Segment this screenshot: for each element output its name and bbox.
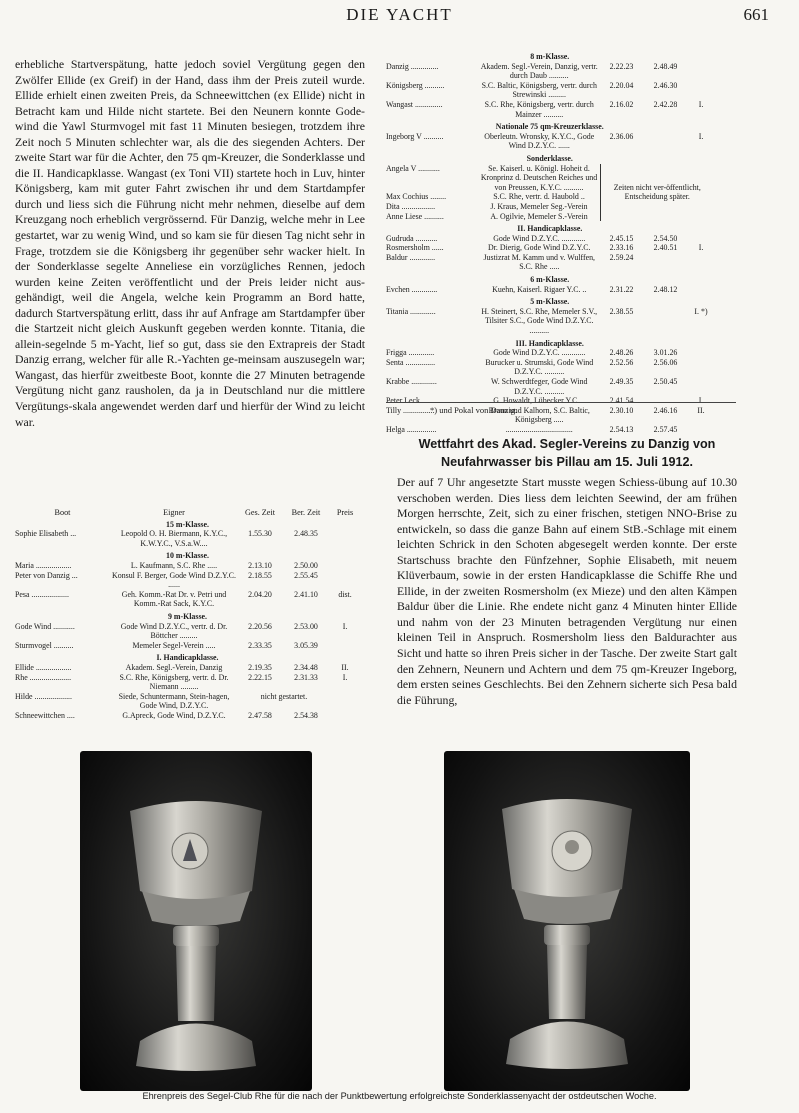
owner-name: Gode Wind D.Z.Y.C. ............ xyxy=(493,348,586,358)
boat-name: Peter von Danzig ... xyxy=(15,570,78,580)
total-time: 2.41.54 xyxy=(609,396,634,406)
prize: I. *) xyxy=(694,306,708,316)
figure-caption: Ehrenpreis des Segel-Club Rhe für die nach der Punktbewertung erfolgreichste Sonderklassenyacht der ostdeutschen Woche. xyxy=(142,1091,657,1101)
result-row xyxy=(15,571,360,590)
owner-name: A. Ogilvie, Memeler S.-Verein xyxy=(490,211,588,221)
column-header-ber-zeit: Ber. Zeit xyxy=(291,508,321,517)
trophy-photo-left xyxy=(80,751,312,1091)
prize: dist. xyxy=(338,589,352,599)
boat-name: Rhe ..................... xyxy=(15,672,72,682)
corrected-time: 2.55.45 xyxy=(294,570,318,580)
article-title: Wettfahrt des Akad. Segler-Vereins zu Danzig von Neufahrwasser bis Pillau am 15. Juli 1912. xyxy=(418,437,716,469)
owner-name: .................................. xyxy=(505,424,573,434)
corrected-time: 2.54.38 xyxy=(294,710,318,720)
corrected-time: 3.05.39 xyxy=(294,640,318,650)
class-section-heading xyxy=(15,650,360,663)
prize xyxy=(689,234,714,244)
table-header-row xyxy=(15,508,360,520)
owner-name: H. Steinert, S.C. Rhe, Memeler S.V., Tilsiter S.C., Gode Wind D.Z.Y.C. .......... xyxy=(481,306,598,336)
prize xyxy=(330,692,360,711)
result-row xyxy=(386,307,714,336)
boat-name: Senta ............... xyxy=(386,357,436,367)
total-time: 2.22.15 xyxy=(248,672,272,682)
owner-name: Justizrat M. Kamm und v. Wulffen, S.C. Rhe ..... xyxy=(483,252,596,272)
section-title: III. Handicapklasse. xyxy=(515,338,584,348)
result-row xyxy=(386,81,714,100)
result-row xyxy=(386,377,714,396)
class-section-heading xyxy=(386,336,714,349)
boat-name: Tilly ................ xyxy=(386,405,435,415)
owner-name: Gode Wind D.Z.Y.C., vertr. d. Dr. Böttcher ......... xyxy=(120,621,228,641)
result-row xyxy=(386,285,714,295)
result-row xyxy=(386,132,714,151)
boat-name: Evchen ............. xyxy=(386,284,438,294)
section-title: I. Handicapklasse. xyxy=(156,653,219,663)
owner-name: S.C. Rhe, Königsberg, vertr. durch Mainzer .......... xyxy=(484,99,594,119)
result-row xyxy=(15,663,360,673)
result-row xyxy=(15,641,360,651)
result-row xyxy=(386,243,714,253)
boat-name: Rosmersholm ...... xyxy=(386,243,444,253)
trophy-cup-illustration xyxy=(444,751,690,1091)
total-time: 2.38.55 xyxy=(609,306,634,316)
page-number: 661 xyxy=(743,5,769,24)
section-title: 5 m-Klasse. xyxy=(530,297,570,307)
corrected-time xyxy=(643,396,689,406)
boat-name: Hilde ................... xyxy=(15,691,72,701)
owner-name: Braun und Kalhorn, S.C. Baltic, Königsberg ..... xyxy=(488,405,590,425)
owner-name: Gode Wind D.Z.Y.C. ............ xyxy=(493,233,586,243)
boat-name: Danzig .............. xyxy=(386,61,439,71)
result-row xyxy=(15,561,360,571)
boat-name: Gudruda ........... xyxy=(386,233,438,243)
boat-name: Sophie Elisabeth ... xyxy=(15,529,77,539)
prize: I. xyxy=(698,396,704,406)
boat-name: Ellide .................. xyxy=(15,662,72,672)
boat-name: Helga ............... xyxy=(386,424,437,434)
total-time: 2.33.16 xyxy=(609,243,634,253)
corrected-time xyxy=(643,253,689,272)
owner-name: Akadem. Segl.-Verein, Danzig, vertr. durch Daub .......... xyxy=(480,61,598,81)
column-header-ges-zeit: Ges. Zeit xyxy=(244,508,275,517)
corrected-time: 2.46.16 xyxy=(653,405,678,415)
owner-name: L. Kaufmann, S.C. Rhe ..... xyxy=(130,560,218,570)
boat-name: Titania ............. xyxy=(386,306,436,316)
boat-name: Pesa ................... xyxy=(15,589,69,599)
total-time: 2.16.02 xyxy=(609,99,634,109)
section-title: Nationale 75 qm-Kreuzerklasse. xyxy=(495,122,604,132)
result-row xyxy=(386,358,714,377)
total-time: 2.18.55 xyxy=(248,570,272,580)
owner-name: Konsul F. Berger, Gode Wind D.Z.Y.C. ...... xyxy=(112,570,236,590)
corrected-time: 2.34.48 xyxy=(294,662,318,672)
result-row xyxy=(386,348,714,358)
prize: II. xyxy=(697,405,705,415)
boat-name: Baldur ............. xyxy=(386,252,436,262)
prize: I. xyxy=(698,243,704,253)
class-section-heading xyxy=(386,151,714,164)
owner-name: G.Apreck, Gode Wind, D.Z.Y.C. xyxy=(122,710,226,720)
result-row xyxy=(15,692,360,711)
owner-name: S.C. Rhe, vertr. d. Haubold .. xyxy=(493,192,585,202)
prize xyxy=(689,425,714,435)
corrected-time: 2.57.45 xyxy=(653,424,678,434)
corrected-time: 2.48.12 xyxy=(653,284,678,294)
corrected-time: 2.50.45 xyxy=(653,377,678,386)
class-section-heading xyxy=(15,548,360,561)
prize: II. xyxy=(341,662,349,672)
boat-name: Sturmvogel .......... xyxy=(15,640,74,650)
total-time: 2.45.15 xyxy=(609,233,634,243)
total-time: 2.20.04 xyxy=(609,80,634,90)
owner-name: Burucker u. Strumski, Gode Wind D.Z.Y.C. .......... xyxy=(485,357,594,377)
prize: I. xyxy=(342,621,348,631)
corrected-time: 2.31.33 xyxy=(294,672,318,682)
total-time: 2.13.10 xyxy=(248,560,272,570)
table-footnote: *) und Pokal von Danzig. xyxy=(430,405,518,415)
section-title: II. Handicapklasse. xyxy=(517,224,583,234)
total-time: 2.49.35 xyxy=(609,377,634,386)
result-row xyxy=(15,590,360,609)
corrected-time: 2.46.30 xyxy=(653,80,678,90)
prize xyxy=(689,285,714,295)
total-time: nicht gestartet. xyxy=(260,691,308,701)
prize xyxy=(689,253,714,272)
section-title: 6 m-Klasse. xyxy=(530,275,570,285)
corrected-time xyxy=(643,132,689,151)
boat-name: Angela V ........... xyxy=(386,163,440,173)
owner-name: Memeler Segel-Verein ..... xyxy=(132,640,216,650)
prize xyxy=(689,81,714,100)
total-time: 2.20.56 xyxy=(248,621,272,631)
trophy-cup-illustration xyxy=(80,751,312,1091)
section-title: Sonderklasse. xyxy=(526,153,573,163)
corrected-time: 2.48.49 xyxy=(653,61,678,71)
result-row xyxy=(15,622,360,641)
section-title: 10 m-Klasse. xyxy=(166,551,209,561)
owner-name: J. Kraus, Memeler Seg.-Verein xyxy=(490,201,588,211)
prize xyxy=(689,348,714,358)
magazine-title: DIE YACHT xyxy=(346,5,453,24)
class-section-heading xyxy=(386,52,714,62)
boat-name: Peter Leck ......... xyxy=(386,396,440,406)
result-row xyxy=(386,234,714,244)
prize xyxy=(689,62,714,81)
section-note: Zeiten nicht ver-öffentlicht, Entscheidung später. xyxy=(601,164,714,222)
trophy-photo-right xyxy=(444,751,690,1091)
owner-name: W. Schwerdtfeger, Gode Wind D.Z.Y.C. .......... xyxy=(491,377,588,396)
boat-name: Anne Liese .......... xyxy=(386,211,444,221)
left-column-paragraph: erhebliche Startverspätung, hatte jedoch soviel Vergütung gegen den Zwölfer Ellide (ex Greif) in der Hand, dass ihm der Preis zuteil wurde. Ellide erhielt einen zweiten Preis, da Schneewittchen (ex Ellide) nicht in Betracht kam und Hilde nicht startete. Bei den Neunern konnte Gode-wind die Yawl Sturmvogel mit fast 11 Minuten besiegen, trotzdem ihre Zeit noch 5 Minuten schlechter war, als die des siegenden Achters. Der zweite Start war für die Achter, den 75 qm-Kreuzer, die Sonderklasse und die II. Handicapklasse. Wangast (ex Toni VII) startete hoch in Luv, hinter Königsberg, kam mit guter Fahrt zwischen ihr und dem Startdampfer durch und liess sich die Führung nicht mehr nehmen, dieselbe auf dem Kreuzgang noch erheblich vergrössernd. Für Danzig, welche mehr in Lee gestartet, war zu wenig Wind, und so kam sie für diesen Tag nicht sehr in Frage, trotzdem sie die Königsberg ihr gegenüber sehr wacker hielt. In der Sonderklasse segelte Anneliese ein vorzügliches Rennen, jedoch wurden keine Zeiten veröffentlicht und der Preis leider nicht aus-gehändigt, weil die Angela, welche kein Programm an Bord hatte, dadurch Startverspätung erlitt, dass ihr auf Anfrage am Startdampfer über die Startzeit nicht gleich Auskunft gegeben werden konnte. Titania, die allein-segelnde 5 m-Yacht, lief so gut, dass sie den Extrapreis der Stadt Danzig errang, welcher für alle R.-Yachten ge-meinsam auszusegeln war; Wangast, das hierfür zweitbeste Boot, konnte die 27 Minuten betragende Vergütung nicht ganz rausholen, da ja in Deutschland nur die mittlere Vergütungs-skala angewendet werden darf und hierfür der Wind zu leicht war. xyxy=(15,57,365,429)
right-results-table xyxy=(386,52,736,435)
owner-name: Geh. Komm.-Rat Dr. v. Petri und Komm.-Rat Sack, K.Y.C. xyxy=(121,589,227,609)
prize: I. xyxy=(342,672,348,682)
corrected-time: 2.56.06 xyxy=(653,357,678,367)
footnote-divider xyxy=(386,402,736,403)
result-row xyxy=(386,100,714,119)
prize: I. xyxy=(698,131,704,141)
total-time: 2.59.24 xyxy=(609,252,634,262)
class-section-heading xyxy=(386,119,714,132)
total-time: 2.36.06 xyxy=(609,131,634,141)
total-time: 2.33.35 xyxy=(248,640,272,650)
corrected-time: 2.48.35 xyxy=(294,529,318,539)
total-time: 2.47.58 xyxy=(248,710,272,720)
prize xyxy=(330,571,360,590)
total-time: 2.30.10 xyxy=(609,405,634,415)
total-time: 2.22.23 xyxy=(609,61,634,71)
boat-name: Gode Wind ........... xyxy=(15,621,75,631)
total-time: 2.31.22 xyxy=(609,284,634,294)
section-title: 9 m-Klasse. xyxy=(167,611,207,621)
result-row xyxy=(386,425,714,435)
corrected-time: 3.01.26 xyxy=(653,348,678,358)
boat-name: Frigga ............. xyxy=(386,348,435,358)
class-section-heading xyxy=(15,609,360,622)
owner-name: Dr. Dierig, Gode Wind D.Z.Y.C. xyxy=(488,243,591,253)
corrected-time: 2.42.28 xyxy=(653,99,678,109)
boat-name: Maria .................. xyxy=(15,560,72,570)
result-row xyxy=(386,164,714,193)
corrected-time: 2.54.50 xyxy=(653,233,678,243)
result-row xyxy=(15,673,360,692)
class-section-heading xyxy=(386,272,714,285)
left-results-table xyxy=(15,508,365,720)
owner-name: Siede, Schuntermann, Stein-hagen, Gode Wind, D.Z.Y.C. xyxy=(118,691,230,711)
corrected-time: 2.50.00 xyxy=(294,560,318,570)
class-section-heading xyxy=(15,520,360,530)
corrected-time xyxy=(643,307,689,336)
total-time: 2.54.13 xyxy=(609,424,634,434)
boat-name: Schneewittchen .... xyxy=(15,710,75,720)
section-title: 15 m-Klasse. xyxy=(166,519,209,529)
result-row xyxy=(15,529,360,548)
class-section-heading xyxy=(386,294,714,307)
column-header-eigner: Eigner xyxy=(163,508,185,517)
boat-name: Dita ................. xyxy=(386,201,436,211)
prize xyxy=(330,529,360,548)
total-time: 2.52.56 xyxy=(609,357,634,367)
prize xyxy=(330,711,360,721)
boat-name: Ingeborg V .......... xyxy=(386,131,444,141)
result-row xyxy=(15,711,360,721)
owner-name: Oberleutn. Wronsky, K.Y.C., Gode Wind D.Z.Y.C. ...... xyxy=(484,131,595,151)
prize: I. xyxy=(698,99,704,109)
column-header-boot: Boot xyxy=(54,508,71,517)
total-time: 1.55.30 xyxy=(248,529,272,539)
owner-name: G. Howaldt, Lübecker Y.C. .. xyxy=(493,396,586,406)
prize xyxy=(689,377,714,396)
corrected-time: 2.41.10 xyxy=(294,589,318,599)
section-title: 8 m-Klasse. xyxy=(530,52,570,61)
owner-name: S.C. Baltic, Königsberg, vertr. durch Strewinski ......... xyxy=(481,80,597,100)
corrected-time: 2.40.51 xyxy=(653,243,678,253)
prize xyxy=(689,358,714,377)
article-body: Der auf 7 Uhr angesetzte Start musste wegen Schiess-übung auf 10.30 verschoben werden. Dies liess dem leichten Seewind, der am frühen Morgen herrschte, Zeit, sich zu einer frischen, stetigen NNO-Brise zu entwickeln, so dass die ganze Bahn auf einem StB.-Schlage mit einem leichten Schrick in den Schoten abgesegelt werden konnte. Der erste Startschuss brachte den Fünfzehner, Sophie Elisabeth, mit neuem Klüverbaum, sowie in der ersten Handicapklasse die Schiffe Rhe und Ellide, in der zweiten Rosmersholm (ex Mieze) und den alten Kämpen Baldur über die Linie. Rhe endete nicht ganz 4 Minuten hinter Ellide und nahm von der 23 Minuten betragenden Vergütung nur einen kleinen Teil in Anspruch. Rosmersholm liess den Baldurachter aus Sicht und hatte so ihren Preis sicher in der Tasche. Der zweite Start galt den Zehnern, Neunern und Achtern und dem 75 qm-Kreuzer Ingeborg, dem ersten seines Geschlechts. Bei den Zehnern sicherte sich Pesa bald die Führung, xyxy=(397,475,737,707)
prize xyxy=(330,561,360,571)
boat-name: Max Cochius ........ xyxy=(386,192,447,202)
prize xyxy=(330,641,360,651)
result-row xyxy=(386,62,714,81)
owner-name: Leopold O. H. Biermann, K.Y.C., K.W.Y.C., V.S.a.W.... xyxy=(120,529,228,548)
total-time: 2.19.35 xyxy=(248,662,272,672)
owner-name: Kuehn, Kaiserl. Rigaer Y.C. .. xyxy=(492,284,587,294)
owner-name: Akadem. Segl.-Verein, Danzig xyxy=(125,662,223,672)
boat-name: Königsberg .......... xyxy=(386,80,445,90)
class-section-heading xyxy=(386,221,714,234)
total-time: 2.48.26 xyxy=(609,348,634,358)
result-row xyxy=(386,253,714,272)
corrected-time: 2.53.00 xyxy=(294,621,318,631)
owner-name: Se. Kaiserl. u. Königl. Hoheit d. Kronprinz d. Deutschen Reiches und von Preussen, K.Y.C. .......... xyxy=(480,163,598,192)
total-time: 2.04.20 xyxy=(248,589,272,599)
column-header-preis: Preis xyxy=(336,508,354,517)
boat-name: Krabbe ............. xyxy=(386,377,437,386)
owner-name: S.C. Rhe, Königsberg, vertr. d. Dr. Niemann ......... xyxy=(119,672,229,692)
boat-name: Wangast .............. xyxy=(386,99,443,109)
